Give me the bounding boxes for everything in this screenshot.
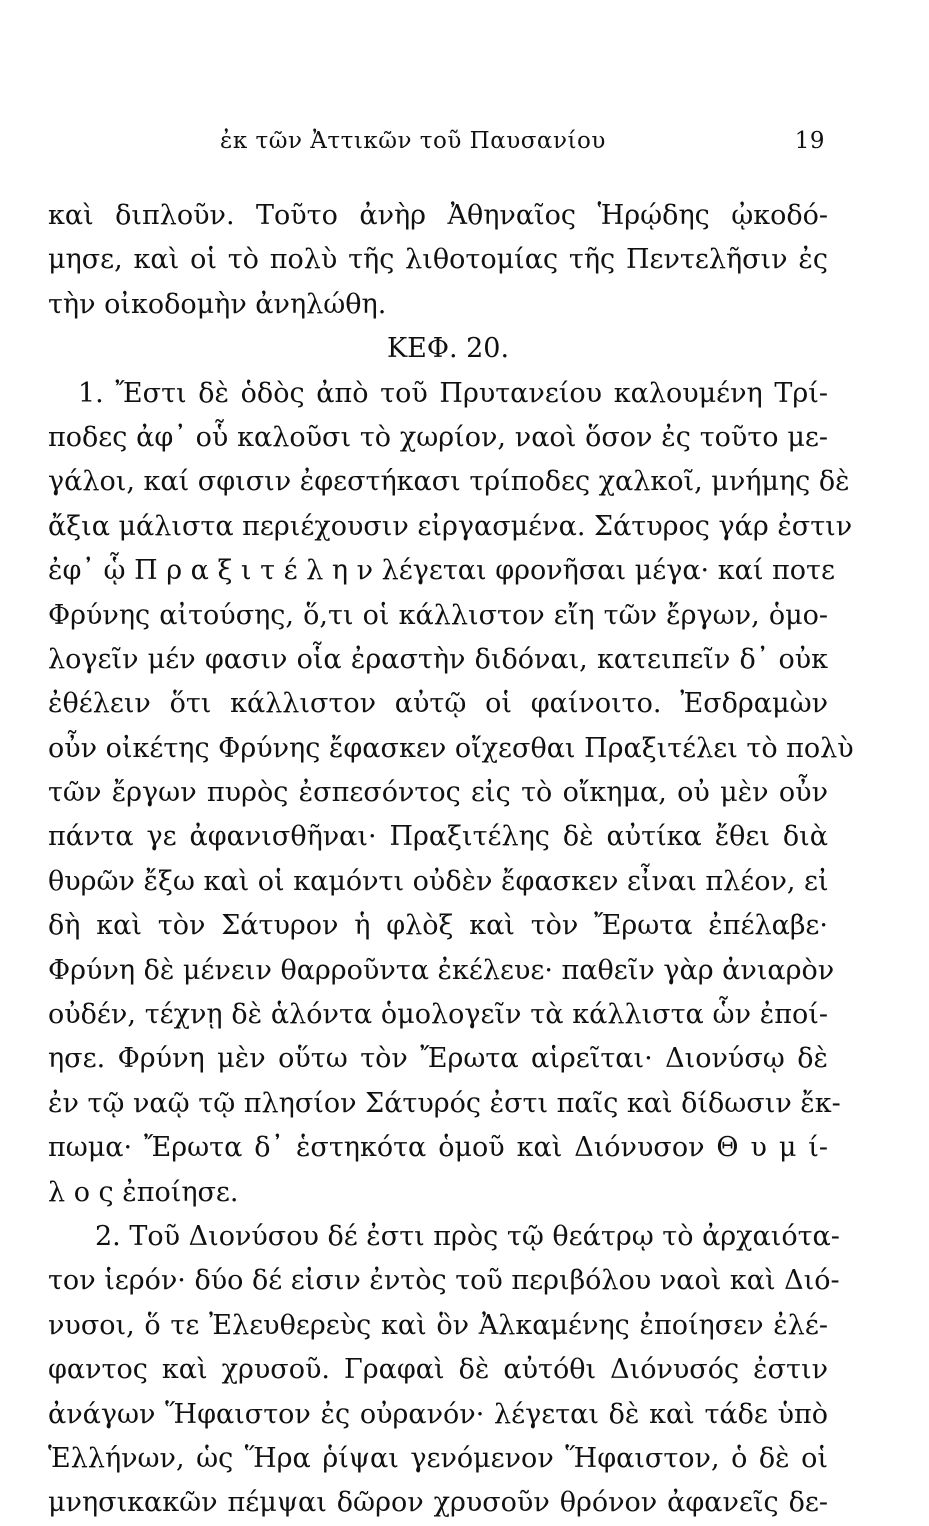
text-line: μνησικακῶν πέμψαι δῶρον χρυσοῦν θρόνον ἀφανεῖς δε-	[48, 1487, 828, 1519]
text-line: ἀνάγων Ἥφαιστον ἐς οὐρανόν· λέγεται δὲ καὶ τάδε ὑπὸ	[48, 1398, 828, 1430]
text-line: Φρύνη δὲ μένειν θαρροῦντα ἐκέλευε· παθεῖν γὰρ ἀνιαρὸν	[48, 954, 835, 986]
text-line: πάντα γε ἀφανισθῆναι· Πραξιτέλης δὲ αὐτίκα ἔθει διὰ	[48, 821, 828, 853]
text-line: γάλοι, καί σφισιν ἐφεστήκασι τρίποδες χαλκοῖ, μνήμης δὲ	[48, 466, 850, 498]
text-line: πωμα· Ἔρωτα δ᾽ ἑστηκότα ὁμοῦ καὶ Διόνυσον Θ υ μ ί-	[48, 1132, 828, 1164]
text-line: λ ο ς ἐποίησε.	[48, 1176, 239, 1208]
text-line: μησε, καὶ οἱ τὸ πολὺ τῆς λιθοτομίας τῆς Πεντελῆσιν ἐς	[48, 244, 828, 276]
text-line: Ἑλλήνων, ὡς Ἥρα ῥίψαι γενόμενον Ἥφαιστον, ὁ δὲ οἱ	[48, 1442, 828, 1474]
text-line: τῶν ἔργων πυρὸς ἐσπεσόντος εἰς τὸ οἴκημα, οὐ μὲν οὖν	[48, 777, 828, 809]
text-line: Φρύνης αἰτούσης, ὅ,τι οἱ κάλλιστον εἴη τῶν ἔργων, ὁμο-	[48, 599, 828, 631]
text-line: ἄξια μάλιστα περιέχουσιν εἰργασμένα. Σάτυρος γάρ ἐστιν	[48, 510, 853, 542]
text-line: καὶ διπλοῦν. Τοῦτο ἀνὴρ Ἀθηναῖος Ἡρῴδης ᾠκοδό-	[48, 200, 828, 231]
running-head	[50, 128, 850, 168]
text-line: οὐδέν, τέχνῃ δὲ ἁλόντα ὁμολογεῖν τὰ κάλλιστα ὧν ἐποί-	[48, 999, 828, 1031]
text-line: ἐν τῷ ναῷ τῷ πλησίον Σάτυρός ἐστι παῖς καὶ δίδωσιν ἔκ-	[48, 1087, 841, 1119]
page-number: 19	[794, 128, 825, 154]
text-line: ἐθέλειν ὅτι κάλλιστον αὐτῷ οἱ φαίνοιτο. Ἐσδραμὼν	[48, 688, 828, 720]
text-line: οὖν οἰκέτης Φρύνης ἔφασκεν οἴχεσθαι Πραξιτέλει τὸ πολὺ	[48, 732, 854, 764]
text-line: τον ἱερόν· δύο δέ εἰσιν ἐντὸς τοῦ περιβόλου ναοὶ καὶ Διό-	[48, 1265, 840, 1297]
text-line: δὴ καὶ τὸν Σάτυρον ἡ φλὸξ καὶ τὸν Ἔρωτα ἐπέλαβε·	[48, 910, 828, 942]
paragraph-start: 2. Τοῦ Διονύσου δέ ἐστι πρὸς τῷ θεάτρῳ τὸ ἀρχαιότα-	[95, 1220, 840, 1252]
paragraph-start: 1. Ἔστι δὲ ὁδὸς ἀπὸ τοῦ Πρυτανείου καλουμένη Τρί-	[78, 377, 828, 409]
text-line: θυρῶν ἔξω καὶ οἱ καμόντι οὐδὲν ἔφασκεν εἶναι πλέον, εἰ	[48, 865, 829, 897]
text-line: λογεῖν μέν φασιν οἷα ἐραστὴν διδόναι, κατειπεῖν δ᾽ οὐκ	[48, 643, 828, 675]
text-line: νυσοι, ὅ τε Ἐλευθερεὺς καὶ ὃν Ἀλκαμένης ἐποίησεν ἐλέ-	[48, 1309, 828, 1341]
text-line: ησε. Φρύνη μὲν οὕτω τὸν Ἔρωτα αἱρεῖται· Διονύσῳ δὲ	[48, 1043, 828, 1075]
text-block	[48, 194, 854, 1526]
text-line: ἐφ᾽ ᾧ Π ρ α ξ ι τ έ λ η ν λέγεται φρονῆσαι μέγα· καί ποτε	[48, 555, 835, 587]
chapter-heading: ΚΕΦ. 20.	[386, 333, 510, 365]
text-line: τὴν οἰκοδομὴν ἀνηλώθη.	[48, 288, 387, 320]
running-title: ἐκ τῶν Ἀττικῶν τοῦ Παυσανίου	[220, 128, 606, 154]
text-line: φαντος καὶ χρυσοῦ. Γραφαὶ δὲ αὐτόθι Διόνυσός ἐστιν	[48, 1354, 828, 1386]
text-line: ποδες ἀφ᾽ οὗ καλοῦσι τὸ χωρίον, ναοὶ ὅσον ἐς τοῦτο με-	[48, 421, 828, 453]
